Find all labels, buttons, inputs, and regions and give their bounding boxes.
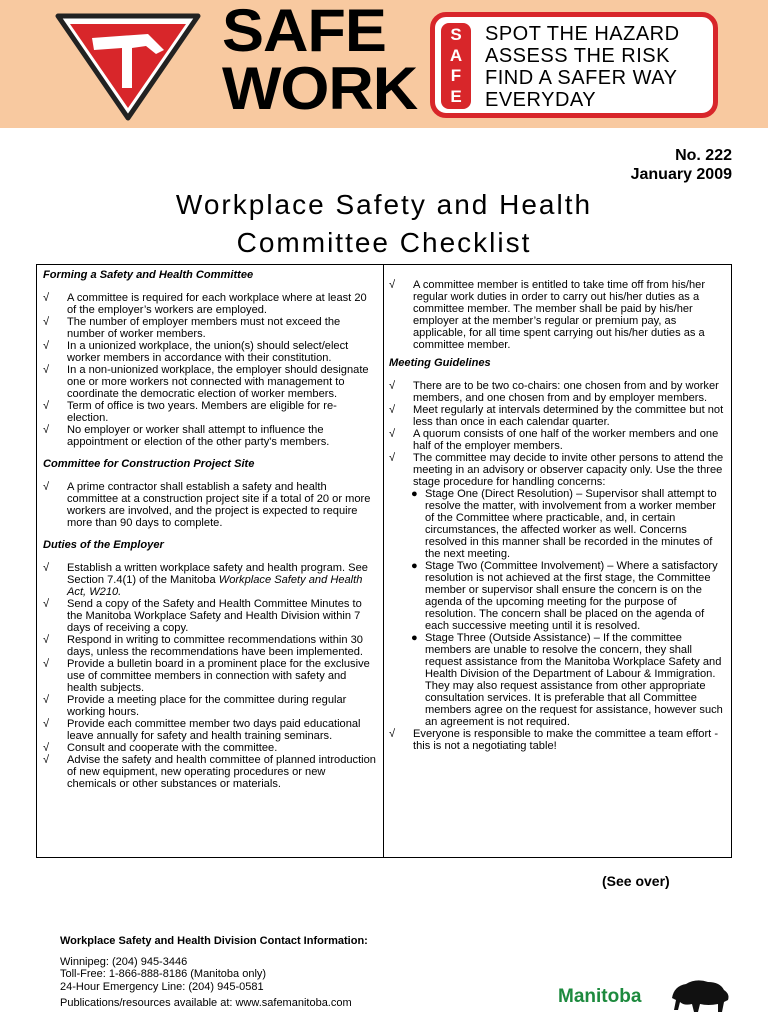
hammer-triangle-logo-icon bbox=[52, 10, 204, 122]
checkmark-icon: √ bbox=[43, 718, 50, 730]
checkmark-icon: √ bbox=[43, 742, 50, 754]
checkmark-icon: √ bbox=[43, 340, 50, 352]
manitoba-wordmark: Manitoba bbox=[558, 986, 642, 1007]
checklist-item: √ Meet regularly at intervals determined by the committee but not less than once in each calendar quarter. bbox=[389, 404, 724, 428]
checkmark-icon: √ bbox=[43, 562, 50, 574]
slogan-line: SPOT THE HAZARD bbox=[485, 23, 680, 45]
contact-info bbox=[60, 935, 368, 1010]
checkmark-icon: √ bbox=[389, 728, 396, 740]
checkmark-icon: √ bbox=[43, 292, 50, 304]
bullet-icon: ● bbox=[411, 632, 418, 644]
checklist-box bbox=[36, 264, 732, 858]
title-line: Workplace Safety and Health bbox=[175, 189, 593, 220]
checklist-item: √ Send a copy of the Safety and Health Committee Minutes to the Manitoba Workplace Safety and Health Division within 7 days of receiving a copy. bbox=[43, 598, 362, 634]
checklist-item: √ The number of employer members must not exceed the number of worker members. bbox=[43, 316, 341, 340]
checkmark-icon: √ bbox=[389, 404, 396, 416]
checkmark-icon: √ bbox=[389, 428, 396, 440]
contact-line: Publications/resources available at: www.safemanitoba.com bbox=[60, 997, 352, 1009]
checklist-item: √ Advise the safety and health committee of planned introduction of new equipment, new operating procedures or new chemicals or other substances or materials. bbox=[43, 754, 376, 790]
contact-heading: Workplace Safety and Health Division Contact Information: bbox=[60, 935, 368, 947]
checklist-item: √ A quorum consists of one half of the worker members and one half of the employer members. bbox=[389, 428, 719, 452]
checkmark-icon: √ bbox=[43, 634, 50, 646]
section-title: Meeting Guidelines bbox=[389, 357, 491, 369]
bison-icon bbox=[668, 976, 732, 1016]
stage-item: ● Stage Three (Outside Assistance) – If the committee members are unable to resolve the concern, they shall request assistance from the Manitoba Workplace Safety and Health Division of the Department of Labour & Immigration. They may also request assistance from other appropriate consultation services. It is preferable that all Committee members agree on the request for assistance, however such an agreement is not required. bbox=[411, 632, 723, 728]
checkmark-icon: √ bbox=[389, 279, 396, 291]
safe-work-title bbox=[222, 0, 418, 122]
checklist-item: √ A committee member is entitled to take time off from his/her regular work duties in order to carry out his/her duties as a committee member. The member shall be paid by his/her employer at the member’s regular or premium pay, as applicable, for all time spent carrying out his/her duties as a committee member. bbox=[389, 279, 706, 351]
safe-acronym bbox=[441, 23, 471, 109]
checklist-item: √ Provide a meeting place for the committee during regular working hours. bbox=[43, 694, 347, 718]
contact-line: 24-Hour Emergency Line: (204) 945-0581 bbox=[60, 980, 264, 993]
checklist-item: √ No employer or worker shall attempt to influence the appointment or election of the other party's members. bbox=[43, 424, 330, 448]
acronym-letter: S bbox=[450, 25, 462, 45]
checklist-item: √ Everyone is responsible to make the committee a team effort - this is not a negotiating table! bbox=[389, 728, 719, 752]
title-line: Committee Checklist bbox=[236, 227, 532, 258]
slogan-line: FIND A SAFER WAY bbox=[485, 67, 678, 89]
contact-line: Toll-Free: 1-866-888-8186 (Manitoba only) bbox=[60, 968, 267, 980]
section-title: Committee for Construction Project Site bbox=[43, 458, 255, 470]
safe-word: SAFE bbox=[222, 0, 386, 64]
checklist-item: √ Consult and cooperate with the committee. bbox=[43, 742, 278, 754]
checkmark-icon: √ bbox=[43, 694, 50, 706]
header-banner bbox=[0, 0, 768, 128]
slogan-line: ASSESS THE RISK bbox=[485, 45, 670, 67]
column-divider bbox=[383, 265, 384, 857]
contact-line: Winnipeg: (204) 945-3446 bbox=[60, 955, 188, 968]
checkmark-icon: √ bbox=[43, 481, 50, 493]
stage-item: ● Stage One (Direct Resolution) – Supervisor shall attempt to resolve the matter, with involvement from a worker member of the Committee where practicable, and, in certain circumstances, the affected worker as well. Concerns resolved in this manner shall be recorded in the minutes of the next meeting. bbox=[411, 488, 717, 560]
issue-number: No. 222 bbox=[675, 147, 732, 164]
slogan-line: EVERYDAY bbox=[485, 89, 597, 111]
checkmark-icon: √ bbox=[43, 364, 50, 376]
acronym-letter: F bbox=[450, 66, 462, 86]
checklist-item: √ Respond in writing to committee recommendations within 30 days, unless the recommendations have been implemented. bbox=[43, 634, 364, 658]
checklist-item: √ In a unionized workplace, the union(s) should select/elect worker members in accordance with their constitution. bbox=[43, 340, 349, 364]
checklist-item: √ In a non-unionized workplace, the employer should designate one or more workers not connected with management to coordinate the democratic election of worker members. bbox=[43, 364, 369, 400]
left-column bbox=[43, 269, 377, 790]
checklist-item: √ There are to be two co-chairs: one chosen from and by worker members, and one chosen from and by employer members. bbox=[389, 380, 719, 404]
section-title: Forming a Safety and Health Committee bbox=[43, 269, 254, 281]
checkmark-icon: √ bbox=[43, 658, 50, 670]
checklist-item: √ A prime contractor shall establish a safety and health committee at a construction project site if a total of 20 or more workers are involved, and the project is expected to require more than 90 days to complete. bbox=[43, 481, 371, 529]
stage-item: ● Stage Two (Committee Involvement) – Where a satisfactory resolution is not achieved at the first stage, the Committee member or supervisor shall ensure the concern is on the agenda of the upcoming meeting for the purpose of resolution. The concern shall be placed on the agenda of each successive meeting until it is resolved. bbox=[411, 560, 718, 632]
checkmark-icon: √ bbox=[389, 380, 396, 392]
checkmark-icon: √ bbox=[43, 754, 50, 766]
slogan-box bbox=[430, 12, 718, 118]
checkmark-icon: √ bbox=[389, 452, 396, 464]
right-column bbox=[389, 269, 725, 752]
acronym-letter: A bbox=[449, 45, 463, 65]
checkmark-icon: √ bbox=[43, 598, 50, 610]
acronym-letter: E bbox=[450, 86, 462, 106]
checklist-item: √ The committee may decide to invite other persons to attend the meeting in an advisory or observer capacity only. Use the three stage procedure for handling concerns: bbox=[389, 452, 724, 488]
issue-date: January 2009 bbox=[630, 166, 732, 183]
checklist-item: √ Provide each committee member two days paid educational leave annually for safety and health training seminars. bbox=[43, 718, 361, 742]
checkmark-icon: √ bbox=[43, 424, 50, 436]
checkmark-icon: √ bbox=[43, 316, 50, 328]
checklist-item: √ A committee is required for each workplace where at least 20 of the employer’s workers are employed. bbox=[43, 292, 367, 316]
checklist-item: √ Establish a written workplace safety and health program. See Section 7.4(1) of the Manitoba Workplace Safety and Health Act, W210. bbox=[43, 562, 368, 598]
slogan-lines bbox=[485, 23, 680, 111]
issue-info bbox=[631, 146, 732, 184]
checklist-item: √ Provide a bulletin board in a prominent place for the exclusive use of committee members in connection with safety and health subjects. bbox=[43, 658, 370, 694]
checklist-item: √ Term of office is two years. Members are eligible for re-election. bbox=[43, 400, 337, 424]
act-reference: Workplace Safety and Health Act, W210. bbox=[67, 574, 363, 598]
bullet-icon: ● bbox=[411, 488, 418, 500]
work-word: WORK bbox=[222, 55, 418, 122]
section-title: Duties of the Employer bbox=[43, 539, 164, 551]
checkmark-icon: √ bbox=[43, 400, 50, 412]
bullet-icon: ● bbox=[411, 560, 418, 572]
page-title bbox=[0, 186, 768, 262]
see-over-note: (See over) bbox=[602, 873, 670, 889]
